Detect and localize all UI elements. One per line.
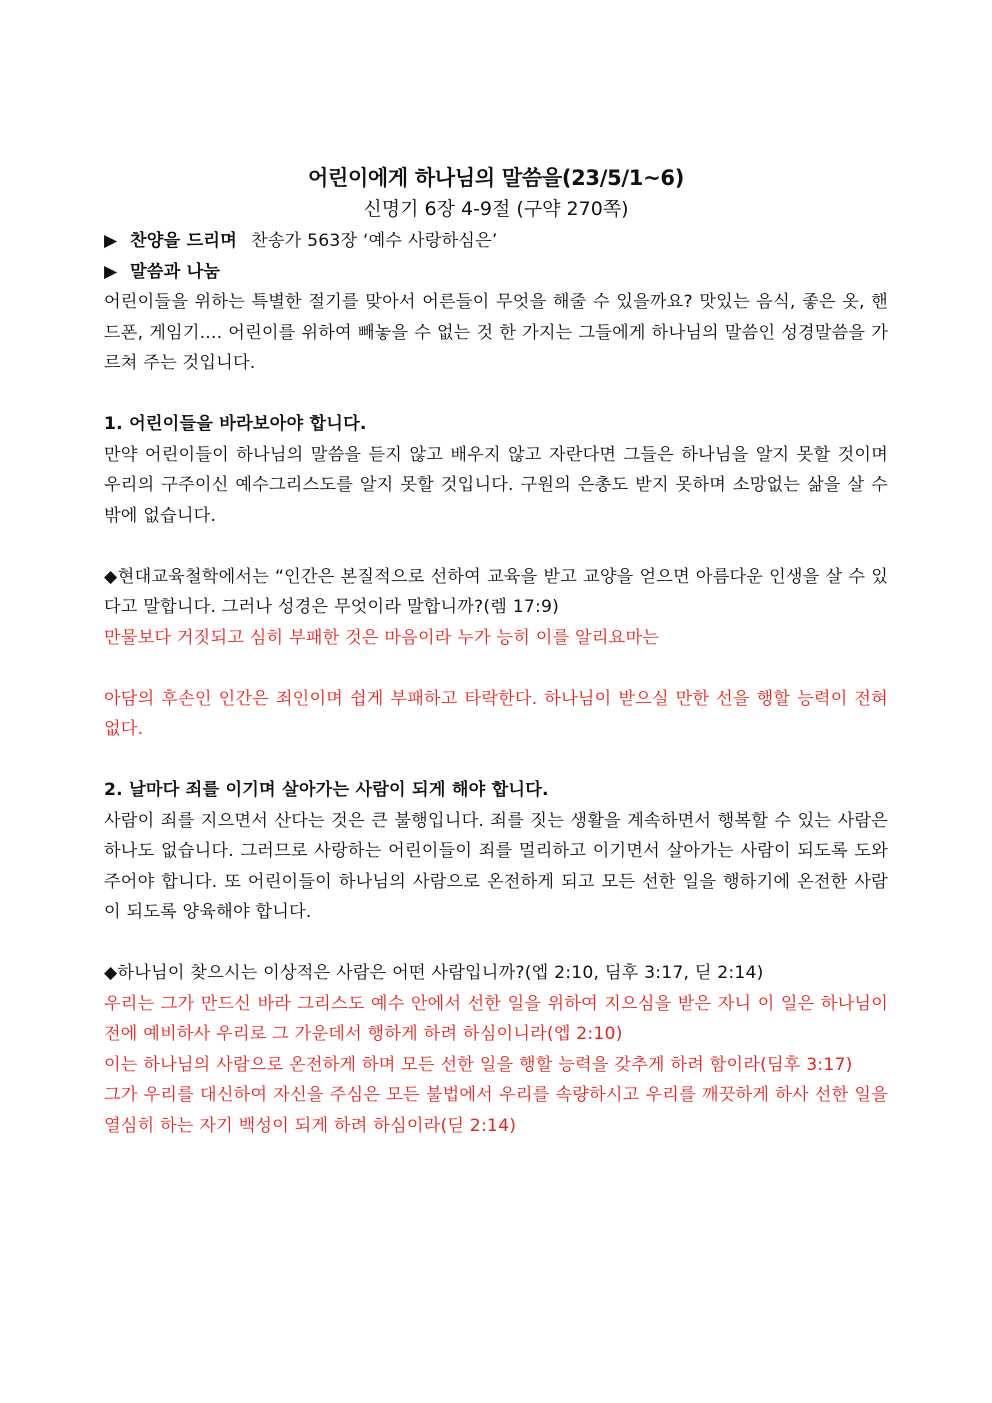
page-title: 어린이에게 하나님의 말씀을(23/5/1~6): [307, 166, 685, 190]
spacer: [104, 379, 888, 410]
word-label: 말씀과 나눔: [130, 261, 221, 282]
spacer: [104, 928, 888, 959]
spacer: [104, 745, 888, 776]
spacer: [104, 653, 888, 684]
section-2-verse: 그가 우리를 대신하여 자신을 주심은 모든 불법에서 우리를 속량하시고 우리를 깨끗하게 하사 선한 일을 열심히 하는 자기 백성이 되게 하려 하심이라(딛 2:14): [104, 1085, 888, 1136]
spacer: [104, 531, 888, 562]
section-2-question: ◆하나님이 찾으시는 이상적은 사람은 어떤 사람입니까?(엡 2:10, 딤후 3:17, 딛 2:14): [104, 963, 764, 983]
hymn-title: 찬송가 563장 ‘예수 사랑하심은’: [251, 231, 498, 251]
intro-paragraph: 어린이들을 위하는 특별한 절기를 맞아서 어른들이 무엇을 해줄 수 있을까요? 맛있는 음식, 좋은 옷, 핸드폰, 게임기.... 어린이를 위하여 빼놓을 수 없는 것 한 가지는 그들에게 하나님의 말씀인 성경말씀을 가르쳐 주는 것입니다.: [104, 292, 888, 373]
triangle-bullet-icon: ▶: [104, 231, 118, 251]
triangle-bullet-icon: ▶: [104, 261, 118, 282]
section-2-body: 사람이 죄를 지으면서 산다는 것은 큰 불행입니다. 죄를 짓는 생활을 계속하면서 행복할 수 있는 사람은 하나도 없습니다. 그러므로 사랑하는 어린이들이 죄를 멀리하고 이기면서 살아가는 사람이 되도록 도와주어야 합니다. 또 어린이들이 하나님의 사람으로 온전하게 되고 모든 선한 일을 행하기에 온전한 사람이 되도록 양육해야 합니다.: [104, 810, 888, 922]
section-2-verse: 우리는 그가 만드신 바라 그리스도 예수 안에서 선한 일을 위하여 지으심을 받은 자니 이 일은 하나님이 전에 예비하사 우리로 그 가운데서 행하게 하려 하심이니라(엡 2:10): [104, 993, 888, 1044]
section-1-verse: 만물보다 거짓되고 심히 부패한 것은 마음이라 누가 능히 이를 알리요마는: [104, 627, 660, 648]
worship-label: 찬양을 드리며: [130, 231, 238, 251]
worship-line: [104, 226, 888, 257]
section-1-question: ◆현대교육철학에서는 “인간은 본질적으로 선하여 교육을 받고 교양을 얻으면 아름다운 인생을 살 수 있다고 말합니다. 그러나 성경은 무엇이라 말합니까?(렘 17:9): [104, 566, 888, 617]
section-2-heading: 2. 날마다 죄를 이기며 살아가는 사람이 되게 해야 합니다.: [104, 780, 549, 800]
section-1-note: 아담의 후손인 인간은 죄인이며 쉽게 부패하고 타락한다. 하나님이 받으실 만한 선을 행할 능력이 전혀 없다.: [104, 688, 888, 739]
scripture-reference: 신명기 6장 4-9절 (구약 270쪽): [363, 198, 629, 220]
section-2-verse: 이는 하나님의 사람으로 온전하게 하며 모든 선한 일을 행할 능력을 갖추게 하려 함이라(딤후 3:17): [104, 1054, 853, 1075]
word-line: [104, 257, 888, 288]
section-1-heading: 1. 어린이들을 바라보아야 합니다.: [104, 414, 367, 434]
section-1-body: 만약 어린이들이 하나님의 말씀을 듣지 않고 배우지 않고 자란다면 그들은 하나님을 알지 못할 것이며 우리의 구주이신 예수그리스도를 알지 못할 것입니다. 구원의 은총도 받지 못하며 소망없는 삶을 살 수 밖에 없습니다.: [104, 444, 888, 526]
